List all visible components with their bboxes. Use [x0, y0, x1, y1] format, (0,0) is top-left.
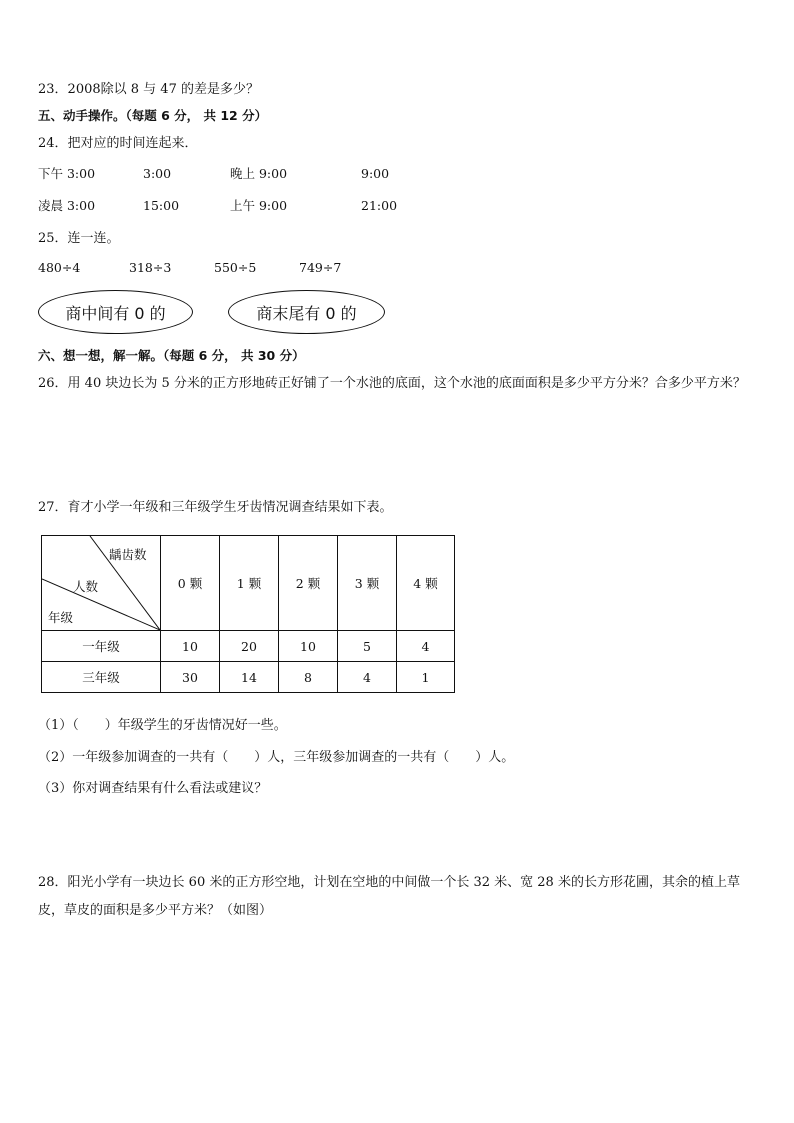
question-26: 26．用 40 块边长为 5 分米的正方形地砖正好铺了一个水池的底面，这个水池的底面面积是多少平方分米？合多少平方米？: [38, 376, 746, 391]
table-cell: 4: [338, 662, 397, 693]
corner-label-cavities: 龋齿数: [109, 547, 147, 562]
question-23: 23．2008除以 8 与 47 的差是多少？: [38, 82, 259, 97]
time-3: 3:00: [143, 166, 172, 181]
division-480: 480÷4: [38, 260, 81, 275]
table-cell: 4: [397, 631, 455, 662]
division-749: 749÷7: [299, 260, 342, 275]
corner-label-count: 人数: [73, 579, 99, 594]
time-evening-9: 晚上 9:00: [230, 166, 288, 181]
time-21: 21:00: [361, 198, 398, 213]
time-afternoon-3: 下午 3:00: [38, 166, 96, 181]
oval-zero-in-middle: [38, 290, 193, 334]
table-cell: 10: [161, 631, 220, 662]
time-15: 15:00: [143, 198, 180, 213]
division-318: 318÷3: [129, 260, 172, 275]
oval-label: 商中间有 0 的: [65, 303, 166, 323]
table-cell: 20: [220, 631, 279, 662]
question-27-part-2: （2）一年级参加调查的一共有（ ）人，三年级参加调查的一共有（ ）人。: [38, 750, 515, 765]
corner-label-grade: 年级: [48, 610, 74, 625]
table-header-cell: 1 颗: [220, 536, 279, 631]
question-28: 28．阳光小学有一块边长 60 米的正方形空地，计划在空地的中间做一个长 32 米、宽 28 米的长方形花圃，其余的植上草皮，草皮的面积是多少平方米？（如图）: [38, 875, 740, 918]
division-550: 550÷5: [214, 260, 257, 275]
section-6-heading: 六、想一想，解一解。（每题 6 分， 共 30 分）: [38, 348, 305, 363]
table-cell: 10: [279, 631, 338, 662]
time-early-morning-3: 凌晨 3:00: [38, 198, 96, 213]
table-row-label: 三年级: [42, 662, 161, 693]
question-27-part-1: （1）（ ）年级学生的牙齿情况好一些。: [38, 718, 287, 733]
table-cell: 1: [397, 662, 455, 693]
time-morning-9: 上午 9:00: [230, 198, 288, 213]
section-5-heading: 五、动手操作。（每题 6 分， 共 12 分）: [38, 108, 268, 123]
table-corner-cell: [42, 536, 161, 631]
oval-label: 商末尾有 0 的: [256, 303, 357, 323]
table-row-label: 一年级: [42, 631, 161, 662]
time-9: 9:00: [361, 166, 390, 181]
question-25: 25．连一连。: [38, 231, 120, 246]
table-cell: 14: [220, 662, 279, 693]
question-24: 24．把对应的时间连起来．: [38, 136, 198, 151]
table-header-cell: 2 颗: [279, 536, 338, 631]
table-cell: 30: [161, 662, 220, 693]
table-cell: 5: [338, 631, 397, 662]
question-27-part-3: （3）你对调查结果有什么看法或建议？: [38, 781, 268, 796]
table-header-cell: 4 颗: [397, 536, 455, 631]
table-header-cell: 0 颗: [161, 536, 220, 631]
table-header-cell: 3 颗: [338, 536, 397, 631]
question-27: 27．育才小学一年级和三年级学生牙齿情况调查结果如下表。: [38, 500, 393, 515]
oval-zero-at-end: [228, 290, 385, 334]
table-row: [42, 662, 455, 693]
survey-table: [41, 535, 455, 693]
table-header-row: [42, 536, 455, 631]
table-row: [42, 631, 455, 662]
table-cell: 8: [279, 662, 338, 693]
